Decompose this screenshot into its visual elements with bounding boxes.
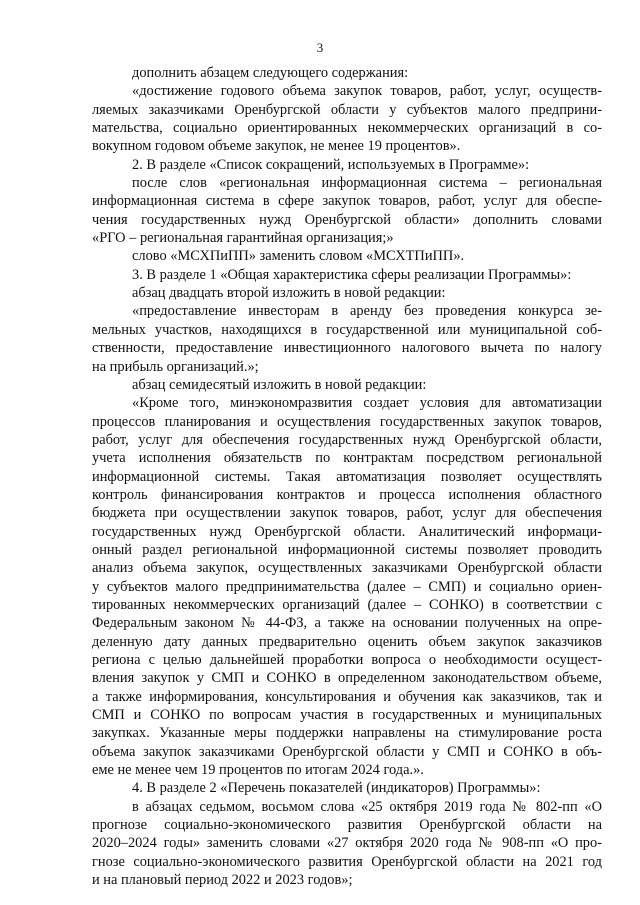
- text-line: информационной системы. Такая автоматизация позволяет осуществлять: [92, 468, 602, 485]
- text-line: ственности, предоставление инвестиционного налогового вычета по налогу: [92, 340, 602, 357]
- text-line: онный раздел региональной информационной системы позволяет проводить: [92, 541, 602, 558]
- text-line: деленную дату данных предварительно оценить объем закупок заказчиков: [92, 633, 602, 650]
- text-line: 2020–2024 годы» заменить словами «27 октября 2020 года № 908-пп «О про-: [92, 835, 602, 852]
- text-line: абзац двадцать второй изложить в новой редакции:: [132, 285, 446, 302]
- text-line: у субъектов малого предпринимательства (далее – СМП) и социально ориен-: [92, 578, 602, 595]
- document-body: [92, 64, 602, 889]
- text-line: 2. В разделе «Список сокращений, используемых в Программе»:: [132, 156, 530, 173]
- text-line: анализ объема закупок, осуществленных заказчиками Оренбургской области: [92, 560, 602, 577]
- text-line: чения государственных нужд Оренбургской области» дополнить словами: [92, 211, 602, 228]
- text-line: а также информирования, консультирования и обучения как заказчиков, так и: [92, 688, 602, 705]
- text-line: процессов планирования и осуществления государственных закупок товаров,: [92, 413, 602, 430]
- text-line: гнозе социально-экономического развития Оренбургской области на 2021 год: [92, 853, 602, 870]
- text-line: работ, услуг для обеспечения государственных нужд Оренбургской области,: [92, 431, 602, 448]
- page-number: 3: [316, 40, 324, 55]
- text-line: информационная система в сфере закупок товаров, работ, услуг для обеспе-: [92, 193, 602, 210]
- text-line: мельных участков, находящихся в государственной или муниципальной соб-: [92, 321, 602, 338]
- text-line: «достижение годового объема закупок товаров, работ, услуг, осуществ-: [132, 83, 602, 100]
- text-line: Федеральным законом № 44-ФЗ, а также на основании полученных на опре-: [92, 615, 602, 632]
- text-line: «предоставление инвесторам в аренду без проведения конкурса зе-: [132, 303, 602, 320]
- text-line: тированных некоммерческих организаций (далее – СОНКО) в соответствии с: [92, 596, 602, 613]
- text-line: контроль финансирования контрактов и процесса исполнения областного: [92, 486, 602, 503]
- text-line: на прибыль организаций.»;: [92, 358, 259, 375]
- text-line: вления закупок у СМП и СОНКО в определенном законодательством объеме,: [92, 670, 602, 687]
- text-line: вокупном годовом объеме закупок, не менее 19 процентов».: [92, 138, 461, 155]
- text-line: региона с целью дальнейшей проработки вопроса о необходимости осущест-: [92, 652, 602, 668]
- text-line: СМП и СОНКО по вопросам участия в государственных и муниципальных: [92, 707, 602, 724]
- text-line: бюджета при осуществлении закупок товаров, работ, услуг для обеспечения: [92, 505, 602, 522]
- text-line: дополнить абзацем следующего содержания:: [132, 65, 409, 81]
- text-line: «Кроме того, минэкономразвития создает условия для автоматизации: [132, 395, 602, 412]
- text-line: в абзацах седьмом, восьмом слова «25 октября 2019 года № 802-пп «О: [132, 798, 602, 815]
- text-line: и на плановый период 2022 и 2023 годов»;: [92, 872, 353, 889]
- text-line: государственных нужд Оренбургской области. Аналитический информаци-: [92, 523, 602, 540]
- text-line: мательства, социально ориентированных некоммерческих организаций в со-: [92, 120, 602, 137]
- text-line: слово «МСХПиПП» заменить словом «МСХТПиПП».: [132, 248, 465, 265]
- text-line: 3. В разделе 1 «Общая характеристика сферы реализации Программы»:: [132, 266, 572, 283]
- text-line: еме не менее чем 19 процентов по итогам 2024 года.».: [92, 762, 424, 779]
- text-line: объема закупок заказчиками Оренбургской области у СМП и СОНКО в объ-: [92, 743, 602, 760]
- text-line: «РГО – региональная гарантийная организация;»: [92, 230, 394, 247]
- text-line: после слов «региональная информационная система – региональная: [132, 175, 602, 192]
- text-line: прогнозе социально-экономического развития Оренбургской области на: [92, 817, 602, 834]
- text-line: абзац семидесятый изложить в новой редакции:: [132, 376, 427, 393]
- text-line: закупках. Указанные меры поддержки направлены на стимулирование роста: [92, 725, 602, 742]
- text-line: 4. В разделе 2 «Перечень показателей (индикаторов) Программы»:: [132, 780, 541, 797]
- text-line: ляемых заказчиками Оренбургской области у субъектов малого предприни-: [92, 101, 602, 118]
- text-line: учета исполнения обязательств по контрактам посредством региональной: [92, 450, 602, 467]
